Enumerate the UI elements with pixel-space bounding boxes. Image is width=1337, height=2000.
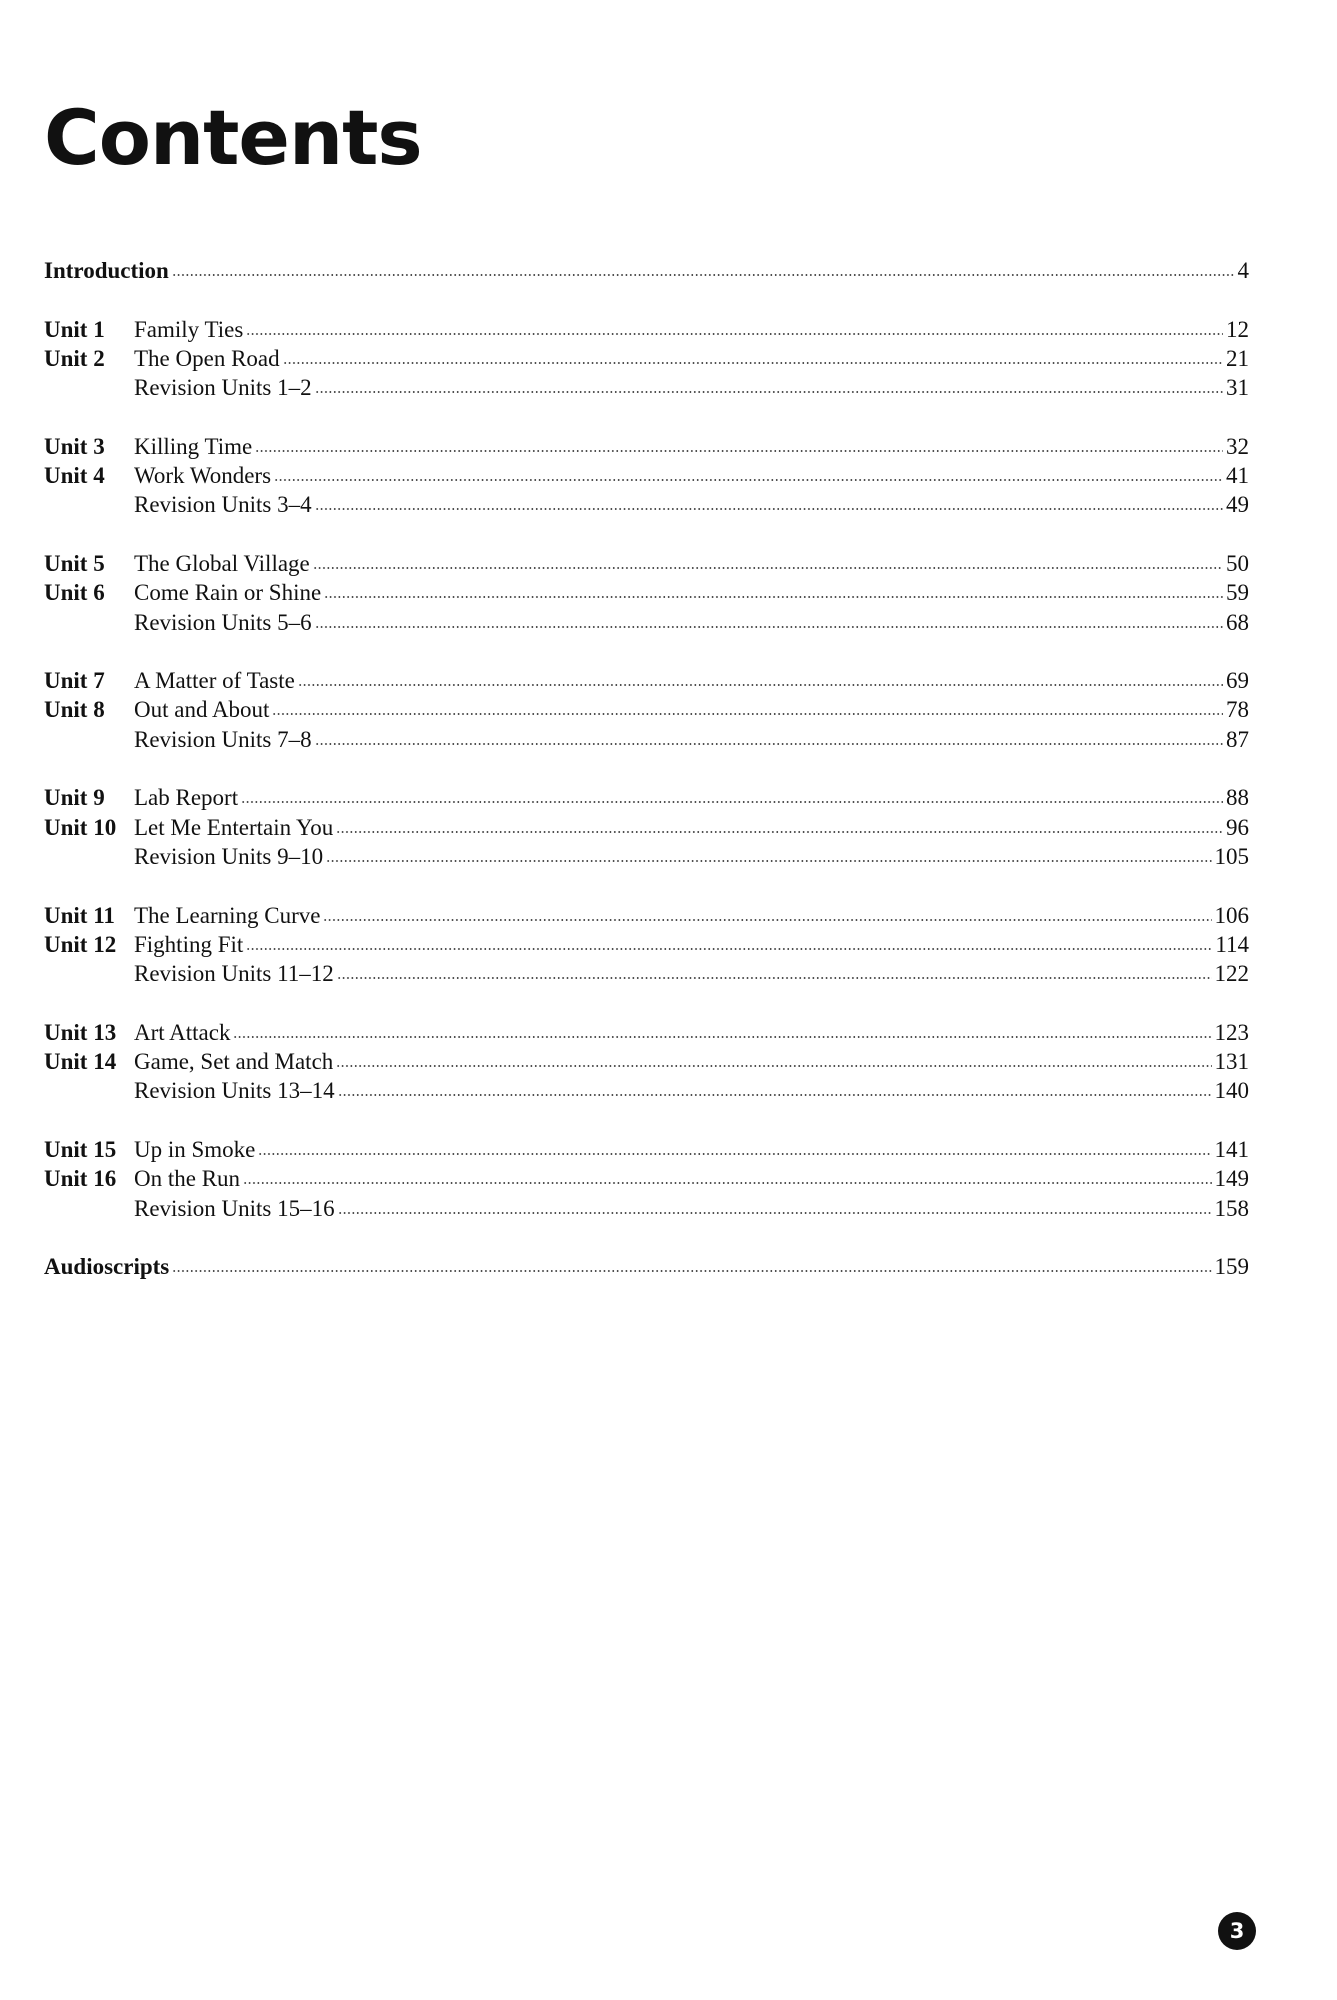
toc-entry[interactable] bbox=[44, 1196, 1249, 1225]
toc-unit-label: Unit 11 bbox=[44, 902, 115, 928]
toc-page-number: 87 bbox=[1226, 726, 1249, 752]
dot-leader bbox=[313, 565, 1223, 571]
toc-page-number: 68 bbox=[1226, 609, 1249, 635]
toc-entry-title: Up in Smoke bbox=[134, 1136, 256, 1162]
toc-entry[interactable] bbox=[44, 1137, 1249, 1166]
toc-page-number: 69 bbox=[1226, 668, 1249, 694]
toc-unit-label: Unit 3 bbox=[44, 433, 105, 459]
toc-page-number: 32 bbox=[1226, 433, 1249, 459]
toc-entry[interactable] bbox=[44, 815, 1249, 844]
toc-entry-title: On the Run bbox=[134, 1166, 241, 1192]
dot-leader bbox=[272, 711, 1223, 717]
toc-entry-title: Revision Units 7–8 bbox=[134, 726, 312, 752]
dot-leader bbox=[315, 506, 1223, 512]
toc-entry-title: Revision Units 5–6 bbox=[134, 609, 312, 635]
toc-page-number: 50 bbox=[1226, 550, 1249, 576]
toc-entry[interactable] bbox=[44, 346, 1249, 375]
dot-leader bbox=[338, 1092, 1212, 1098]
toc-entry-title: The Open Road bbox=[134, 345, 280, 371]
toc-entry-title: Art Attack bbox=[134, 1019, 231, 1045]
toc-unit-label: Unit 13 bbox=[44, 1019, 117, 1045]
toc-entry-title: Lab Report bbox=[134, 785, 239, 811]
toc-page-number: 140 bbox=[1214, 1078, 1249, 1104]
toc-unit-label: Unit 1 bbox=[44, 316, 105, 342]
dot-leader bbox=[324, 594, 1223, 600]
toc-page-number: 41 bbox=[1226, 463, 1249, 489]
dot-leader bbox=[246, 331, 1223, 337]
toc-entry-title: Come Rain or Shine bbox=[134, 580, 322, 606]
toc-page-number: 96 bbox=[1226, 814, 1249, 840]
table-of-contents bbox=[44, 258, 1249, 1283]
toc-entry[interactable] bbox=[44, 1166, 1249, 1195]
toc-unit-label: Unit 12 bbox=[44, 931, 117, 957]
dot-leader bbox=[336, 1063, 1211, 1069]
dot-leader bbox=[315, 624, 1223, 630]
toc-page-number: 12 bbox=[1226, 316, 1249, 342]
toc-entry[interactable] bbox=[44, 903, 1249, 932]
toc-entry-title: Audioscripts bbox=[44, 1254, 170, 1280]
toc-entry[interactable] bbox=[44, 551, 1249, 580]
toc-entry[interactable] bbox=[44, 434, 1249, 463]
toc-entry[interactable] bbox=[44, 317, 1249, 346]
dot-leader bbox=[255, 448, 1223, 454]
toc-entry-title: Killing Time bbox=[134, 433, 253, 459]
toc-page-number: 88 bbox=[1226, 785, 1249, 811]
toc-entry[interactable] bbox=[44, 932, 1249, 961]
toc-unit-label: Unit 8 bbox=[44, 697, 105, 723]
toc-page-number: 159 bbox=[1214, 1254, 1249, 1280]
toc-unit-label: Unit 14 bbox=[44, 1049, 117, 1075]
toc-entry[interactable] bbox=[44, 375, 1249, 404]
toc-entry[interactable] bbox=[44, 697, 1249, 726]
toc-page-number: 21 bbox=[1226, 345, 1249, 371]
toc-unit-label: Unit 16 bbox=[44, 1166, 117, 1192]
toc-unit-label: Unit 6 bbox=[44, 580, 105, 606]
toc-unit-label: Unit 9 bbox=[44, 785, 105, 811]
toc-entry-title: Fighting Fit bbox=[134, 931, 244, 957]
toc-entry[interactable] bbox=[44, 1020, 1249, 1049]
dot-leader bbox=[241, 799, 1223, 805]
toc-entry-title: Revision Units 3–4 bbox=[134, 492, 312, 518]
toc-entry-title: Game, Set and Match bbox=[134, 1049, 334, 1075]
toc-unit-label: Unit 2 bbox=[44, 345, 105, 371]
toc-entry-title: Revision Units 11–12 bbox=[134, 961, 334, 987]
toc-page-number: 78 bbox=[1226, 697, 1249, 723]
toc-entry-title: Revision Units 15–16 bbox=[134, 1195, 335, 1221]
toc-entry-title: The Global Village bbox=[134, 550, 310, 576]
toc-entry[interactable] bbox=[44, 961, 1249, 990]
toc-entry-title: Out and About bbox=[134, 697, 270, 723]
toc-page-number: 141 bbox=[1214, 1136, 1249, 1162]
toc-entry-title: The Learning Curve bbox=[134, 902, 321, 928]
toc-entry[interactable] bbox=[44, 844, 1249, 873]
toc-entry[interactable] bbox=[44, 258, 1249, 287]
toc-entry[interactable] bbox=[44, 727, 1249, 756]
toc-entry-title: Revision Units 9–10 bbox=[134, 843, 324, 869]
toc-entry[interactable] bbox=[44, 1049, 1249, 1078]
dot-leader bbox=[323, 917, 1211, 923]
toc-entry[interactable] bbox=[44, 463, 1249, 492]
toc-page-number: 131 bbox=[1214, 1049, 1249, 1075]
toc-entry-title: Revision Units 1–2 bbox=[134, 375, 312, 401]
toc-page-number: 114 bbox=[1215, 931, 1249, 957]
toc-entry[interactable] bbox=[44, 785, 1249, 814]
toc-page-number: 149 bbox=[1214, 1166, 1249, 1192]
dot-leader bbox=[336, 829, 1223, 835]
dot-leader bbox=[233, 1034, 1211, 1040]
dot-leader bbox=[337, 975, 1212, 981]
toc-page-number: 4 bbox=[1237, 258, 1249, 283]
toc-entry-title: Let Me Entertain You bbox=[134, 814, 334, 840]
dot-leader bbox=[326, 858, 1211, 864]
toc-unit-label: Unit 10 bbox=[44, 814, 117, 840]
page-title: Contents bbox=[44, 93, 422, 182]
dot-leader bbox=[298, 682, 1223, 688]
dot-leader bbox=[172, 272, 1235, 278]
toc-unit-label: Unit 5 bbox=[44, 550, 105, 576]
toc-entry[interactable] bbox=[44, 668, 1249, 697]
toc-entry-title: Work Wonders bbox=[134, 463, 272, 489]
toc-page-number: 105 bbox=[1214, 843, 1249, 869]
dot-leader bbox=[172, 1268, 1211, 1274]
dot-leader bbox=[315, 389, 1223, 395]
toc-unit-label: Unit 4 bbox=[44, 463, 105, 489]
toc-page-number: 122 bbox=[1214, 961, 1249, 987]
toc-entry-title: Introduction bbox=[44, 258, 169, 283]
toc-page-number: 49 bbox=[1226, 492, 1249, 518]
page-number-badge: 3 bbox=[1218, 1912, 1256, 1950]
toc-page-number: 106 bbox=[1214, 902, 1249, 928]
dot-leader bbox=[258, 1151, 1211, 1157]
toc-page-number: 158 bbox=[1214, 1195, 1249, 1221]
toc-entry[interactable] bbox=[44, 1078, 1249, 1107]
toc-unit-label: Unit 7 bbox=[44, 668, 105, 694]
toc-entry-title: Revision Units 13–14 bbox=[134, 1078, 335, 1104]
toc-entry[interactable] bbox=[44, 610, 1249, 639]
dot-leader bbox=[246, 946, 1212, 952]
toc-page-number: 31 bbox=[1226, 375, 1249, 401]
toc-entry[interactable] bbox=[44, 1254, 1249, 1283]
toc-unit-label: Unit 15 bbox=[44, 1136, 117, 1162]
toc-page-number: 59 bbox=[1226, 580, 1249, 606]
dot-leader bbox=[274, 477, 1223, 483]
toc-entry[interactable] bbox=[44, 492, 1249, 521]
dot-leader bbox=[338, 1210, 1212, 1216]
toc-entry-title: Family Ties bbox=[134, 316, 244, 342]
toc-entry[interactable] bbox=[44, 580, 1249, 609]
toc-entry-title: A Matter of Taste bbox=[134, 668, 295, 694]
dot-leader bbox=[243, 1180, 1211, 1186]
dot-leader bbox=[283, 360, 1223, 366]
dot-leader bbox=[315, 741, 1223, 747]
toc-page-number: 123 bbox=[1214, 1019, 1249, 1045]
